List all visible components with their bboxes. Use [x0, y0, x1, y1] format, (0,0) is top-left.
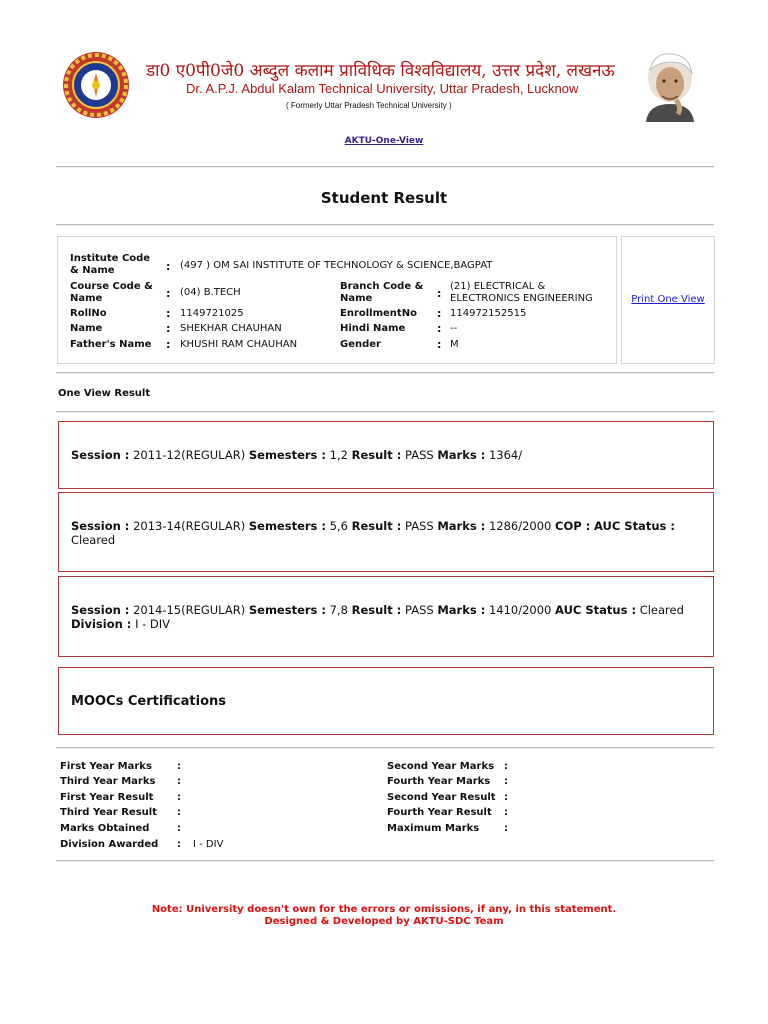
enrollment-label: EnrollmentNo [340, 308, 417, 319]
separator: : [504, 761, 508, 772]
session-result-card [58, 421, 714, 489]
divider [56, 372, 714, 374]
marks-obtained-label: Marks Obtained [60, 823, 150, 834]
division-awarded-value: I - DIV [193, 839, 224, 850]
separator: : [166, 322, 171, 335]
division-awarded-label: Division Awarded [60, 839, 159, 850]
hindi-name-label: Hindi Name [340, 323, 406, 334]
separator: : [166, 287, 171, 300]
separator: : [177, 823, 181, 834]
one-view-result-heading: One View Result [58, 388, 151, 399]
separator: : [166, 338, 171, 351]
third-year-marks-label: Third Year Marks [60, 776, 156, 787]
divider [56, 747, 714, 749]
separator: : [166, 307, 171, 320]
university-former-name: ( Formerly Uttar Pradesh Technical University ) [286, 101, 452, 110]
footer [0, 904, 768, 928]
separator: : [504, 823, 508, 834]
separator: : [437, 322, 442, 335]
separator: : [504, 807, 508, 818]
second-year-marks-label: Second Year Marks [387, 761, 495, 772]
branch-value: (21) ELECTRICAL & ELECTRONICS ENGINEERING [450, 281, 593, 304]
page-title: Student Result [320, 189, 448, 207]
university-name-english: Dr. A.P.J. Abdul Kalam Technical University, Uttar Pradesh, Lucknow [186, 81, 579, 96]
divider [56, 411, 714, 413]
first-year-marks-label: First Year Marks [60, 761, 152, 772]
fourth-year-marks-label: Fourth Year Marks [387, 776, 491, 787]
university-logo-icon [62, 51, 130, 119]
moocs-certifications-card [58, 667, 714, 735]
disclaimer-note: Note: University doesn't own for the errors or omissions, if any, in this statement. [151, 904, 617, 915]
course-value: (04) B.TECH [180, 287, 241, 298]
first-year-result-label: First Year Result [60, 792, 154, 803]
third-year-result-label: Third Year Result [60, 807, 157, 818]
divider [56, 860, 714, 862]
hindi-name-value: -- [450, 323, 458, 334]
rollno-label: RollNo [70, 308, 107, 319]
developer-credit: Designed & Developed by AKTU-SDC Team [264, 916, 504, 927]
session-result-text: Session : 2011-12(REGULAR) Semesters : 1,2 Result : PASS Marks : 1364/ [71, 448, 523, 462]
session-result-card [58, 492, 714, 572]
aktu-one-view-link[interactable]: AKTU-One-View [344, 136, 424, 146]
separator: : [437, 307, 442, 320]
father-name-value: KHUSHI RAM CHAUHAN [180, 339, 298, 350]
separator: : [504, 776, 508, 787]
student-info-panel [57, 236, 617, 364]
print-one-view-link[interactable]: Print One View [631, 294, 705, 305]
moocs-title: MOOCs Certifications [71, 694, 226, 709]
portrait-icon [632, 48, 706, 122]
course-label: Course Code & Name [70, 281, 153, 304]
maximum-marks-label: Maximum Marks [387, 823, 480, 834]
university-header [0, 40, 768, 125]
session-result-card [58, 576, 714, 657]
father-name-label: Father's Name [70, 339, 152, 350]
divider [56, 224, 714, 226]
session-result-text: Session : 2014-15(REGULAR) Semesters : 7,8 Result : PASS Marks : 1410/2000 AUC Status : Cleared Division : I - DIV [71, 603, 684, 631]
gender-value: M [450, 339, 459, 350]
separator: : [177, 792, 181, 803]
institute-label: Institute Code & Name [70, 253, 151, 276]
gender-label: Gender [340, 339, 381, 350]
separator: : [437, 287, 442, 300]
name-label: Name [70, 323, 103, 334]
second-year-result-label: Second Year Result [387, 792, 496, 803]
fourth-year-result-label: Fourth Year Result [387, 807, 492, 818]
separator: : [504, 792, 508, 803]
session-result-text: Session : 2013-14(REGULAR) Semesters : 5,6 Result : PASS Marks : 1286/2000 COP : AUC Status : Cleared [71, 519, 675, 547]
separator: : [177, 839, 181, 850]
branch-label: Branch Code & Name [340, 281, 424, 304]
separator: : [166, 260, 171, 273]
separator: : [437, 338, 442, 351]
institute-value: (497 ) OM SAI INSTITUTE OF TECHNOLOGY & SCIENCE,BAGPAT [180, 260, 493, 271]
name-value: SHEKHAR CHAUHAN [180, 323, 282, 334]
print-panel [621, 236, 715, 364]
university-name-hindi: डा0 ए0पी0जे0 अब्दुल कलाम प्राविधिक विश्वविद्यालय, उत्तर प्रदेश, लखनऊ [146, 61, 615, 81]
divider [56, 166, 714, 168]
separator: : [177, 776, 181, 787]
rollno-value: 1149721025 [180, 308, 244, 319]
separator: : [177, 761, 181, 772]
separator: : [177, 807, 181, 818]
enrollment-value: 114972152515 [450, 308, 527, 319]
